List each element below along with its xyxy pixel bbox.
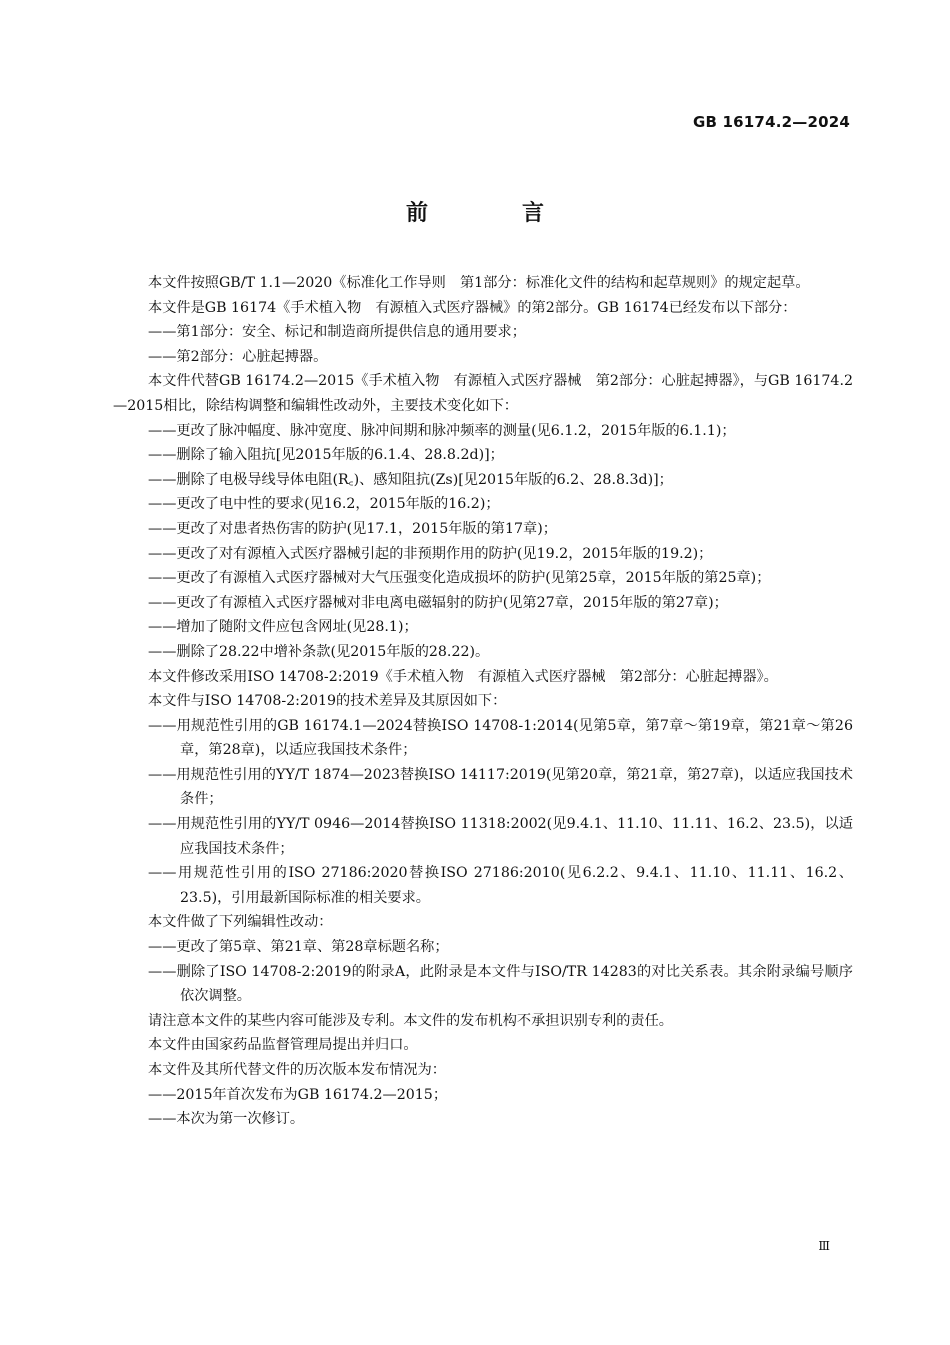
paragraph: 本文件代替GB 16174.2—2015《手术植入物 有源植入式医疗器械 第2部分：心脏起搏器》，与GB 16174.2—2015相比，除结构调整和编辑性改动外，主要技术变化如下： [113,373,853,414]
paragraph: 本文件及其所代替文件的历次版本发布情况为： [148,1062,446,1078]
list-item: ——增加了随附文件应包含网址(见28.1)； [148,619,418,636]
list-item: ——删除了电极导线导体电阻(R꜀)、感知阻抗(Zs)[见2015年版的6.2、28.8.3d)]； [148,471,673,488]
document-body [113,271,853,1132]
page-title: 前 言 [405,201,580,226]
list-item: ——更改了有源植入式医疗器械对大气压强变化造成损坏的防护(见第25章，2015年版的第25章)； [148,570,771,587]
paragraph: 本文件做了下列编辑性改动： [148,914,333,931]
paragraph: 请注意本文件的某些内容可能涉及专利。本文件的发布机构不承担识别专利的责任。 [148,1012,673,1029]
list-item: ——用规范性引用的YY/T 0946—2014替换ISO 11318:2002(见9.4.1、11.10、11.11、16.2、23.5)，以适应我国技术条件； [148,816,853,857]
paragraph: 本文件修改采用ISO 14708-2:2019《手术植入物 有源植入式医疗器械 第2部分：心脏起搏器》。 [148,668,778,685]
list-item: ——本次为第一次修订。 [148,1111,305,1128]
paragraph: 本文件是GB 16174《手术植入物 有源植入式医疗器械》的第2部分。GB 16174已经发布以下部分： [148,299,797,316]
standard-number-header: GB 16174.2—2024 [692,113,850,131]
list-item: ——更改了第5章、第21章、第28章标题名称； [148,939,449,956]
list-item: ——删除了ISO 14708-2:2019的附录A，此附录是本文件与ISO/TR 14283的对比关系表。其余附录编号顺序依次调整。 [148,963,853,1005]
paragraph: 本文件与ISO 14708-2:2019的技术差异及其原因如下： [148,693,507,710]
list-item: ——更改了对患者热伤害的防护(见17.1，2015年版的第17章)； [148,520,557,537]
list-item: ——用规范性引用的YY/T 1874—2023替换ISO 14117:2019(见第20章，第21章，第27章)，以适应我国技术条件； [148,766,853,808]
list-item: ——第2部分：心脏起搏器。 [148,348,328,365]
list-item: ——更改了对有源植入式医疗器械引起的非预期作用的防护(见19.2，2015年版的19.2)； [148,545,713,562]
list-item: ——删除了28.22中增补条款(见2015年版的28.22)。 [148,643,490,660]
list-item: ——删除了输入阻抗[见2015年版的6.1.4、28.8.2d)]； [148,447,504,464]
page-number: Ⅲ [818,1239,830,1253]
list-item: ——更改了脉冲幅度、脉冲宽度、脉冲间期和脉冲频率的测量(见6.1.2，2015年版的6.1.1)； [148,422,736,439]
list-item: ——用规范性引用的GB 16174.1—2024替换ISO 14708-1:2014(见第5章，第7章～第19章，第21章～第26章，第28章)，以适应我国技术条件； [148,717,853,759]
paragraph: 本文件按照GB/T 1.1—2020《标准化工作导则 第1部分：标准化文件的结构和起草规则》的规定起草。 [148,275,810,291]
list-item: ——更改了有源植入式医疗器械对非电离电磁辐射的防护(见第27章，2015年版的第27章)； [148,594,728,611]
list-item: ——更改了电中性的要求(见16.2，2015年版的16.2)； [148,496,500,513]
paragraph: 本文件由国家药品监督管理局提出并归口。 [148,1037,418,1054]
list-item: ——第1部分：安全、标记和制造商所提供信息的通用要求； [148,324,526,341]
list-item: ——用规范性引用的ISO 27186:2020替换ISO 27186:2010(见6.2.2、9.4.1、11.10、11.11、16.2、23.5)，引用最新国际标准的相关要求。 [148,865,853,906]
list-item: ——2015年首次发布为GB 16174.2—2015； [148,1086,448,1103]
